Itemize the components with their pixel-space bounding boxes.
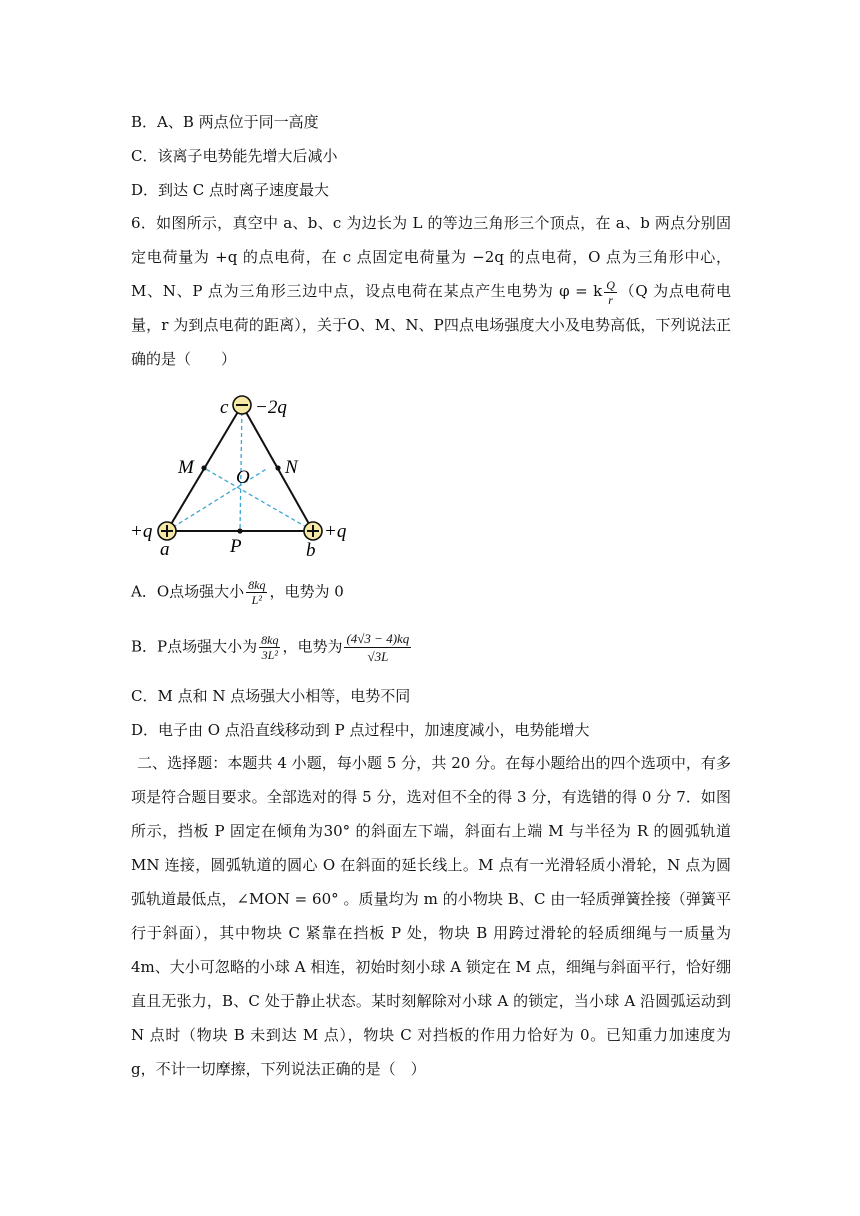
option-5d: D．到达 C 点时离子速度最大 bbox=[131, 181, 330, 199]
option-6c: C．M 点和 N 点场强大小相等，电势不同 bbox=[131, 687, 411, 705]
question-6-stem bbox=[131, 206, 731, 376]
fraction-denominator: r bbox=[608, 292, 613, 307]
option-6b-denominator-2: √3L bbox=[367, 649, 389, 664]
label-b: b bbox=[306, 540, 316, 560]
option-6b-middle: ，电势为 bbox=[282, 637, 343, 656]
label-a: a bbox=[160, 539, 170, 560]
option-6b-denominator-1: 3L² bbox=[261, 648, 278, 662]
option-6b-fraction-2 bbox=[344, 630, 411, 665]
label-m: M bbox=[178, 457, 194, 478]
question-6-text-1: 如图所示，真空中 a、b、c 为边长为 L 的等边三角形三个顶点，在 a、b 两点分别固定电荷量为 +q 的点电荷，在 c 点固定电荷量为 −2q 的点电荷，O 点为三角形中心，M、N、P 点为三角形三边中点，设点电荷在某点产生电势为 φ = k bbox=[131, 214, 731, 300]
option-6b-numerator-2: (4√3 − 4)kq bbox=[346, 631, 410, 646]
label-c-charge: −2q bbox=[255, 397, 287, 418]
charge-b-icon bbox=[304, 522, 322, 540]
option-6a-suffix: ，电势为 0 bbox=[269, 582, 344, 601]
potential-formula-fraction bbox=[604, 278, 617, 307]
option-6d: D．电子由 O 点沿直线移动到 P 点过程中，加速度减小，电势能增大 bbox=[131, 721, 590, 739]
charge-c-icon bbox=[233, 396, 251, 414]
section-2-and-question-7: 二、选择题：本题共 4 小题，每小题 5 分，共 20 分。在每小题给出的四个选项中，有多项是符合题目要求。全部选对的得 5 分，选对但不全的得 3 分，有选错的得 0 分 7．如图所示，挡板 P 固定在倾角为30° 的斜面左下端，斜面右上端 M 与半径为 R 的圆弧轨道 MN 连接，圆弧轨道的圆心 O 在斜面的延长线上。M 点有一光滑轻质小滑轮，N 点为圆弧轨道最低点，∠MON = 60° 。质量均为 m 的小物块 B、C 由一轻质弹簧拴接（弹簧平行于斜面），其中物块 C 紧靠在挡板 P 处，物块 B 用跨过滑轮的轻质细绳与一质量为 4m、大小可忽略的小球 A 相连，初始时刻小球 A 锁定在 M 点，细绳与斜面平行，恰好绷直且无张力，B、C 处于静止状态。某时刻解除对小球 A 的锁定，当小球 A 沿圆弧运动到 N 点时（物块 B 未到达 M 点），物块 C 对挡板的作用力恰好为 0。已知重力加速度为 g，不计一切摩擦，下列说法正确的是（ ） bbox=[131, 754, 731, 1078]
label-a-charge: +q bbox=[130, 521, 153, 542]
label-o: O bbox=[236, 467, 250, 488]
question-6-text-2: （Q 为点电荷电量，r 为到点电荷的距离），关于O、M、N、P四点电场强度大小及电势高低，下列说法正确的是（ ） bbox=[131, 282, 731, 368]
point-n bbox=[275, 465, 280, 470]
option-6a-denominator: L² bbox=[251, 593, 262, 607]
option-6b-numerator-1: 8kq bbox=[261, 633, 279, 647]
question-6-number: 6． bbox=[131, 214, 157, 232]
option-6a-prefix: A．O点场强大小 bbox=[131, 582, 245, 601]
option-6b bbox=[131, 630, 413, 665]
option-6a-numerator: 8kq bbox=[248, 578, 266, 592]
charge-a-icon bbox=[158, 522, 176, 540]
label-p: P bbox=[230, 536, 242, 557]
option-5c: C．该离子电势能先增大后减小 bbox=[131, 147, 338, 165]
label-n: N bbox=[285, 457, 298, 478]
fraction-numerator: Q bbox=[606, 277, 615, 292]
point-m bbox=[201, 465, 206, 470]
option-6a bbox=[131, 578, 344, 607]
triangle-figure bbox=[120, 380, 380, 560]
option-5b: B．A、B 两点位于同一高度 bbox=[131, 113, 319, 131]
point-p bbox=[237, 528, 242, 533]
option-6b-fraction-1 bbox=[259, 633, 280, 662]
option-6b-prefix: B．P点场强大小为 bbox=[131, 637, 258, 656]
label-b-charge: +q bbox=[324, 521, 347, 542]
label-c: c bbox=[220, 397, 229, 418]
option-6a-fraction bbox=[246, 578, 267, 607]
